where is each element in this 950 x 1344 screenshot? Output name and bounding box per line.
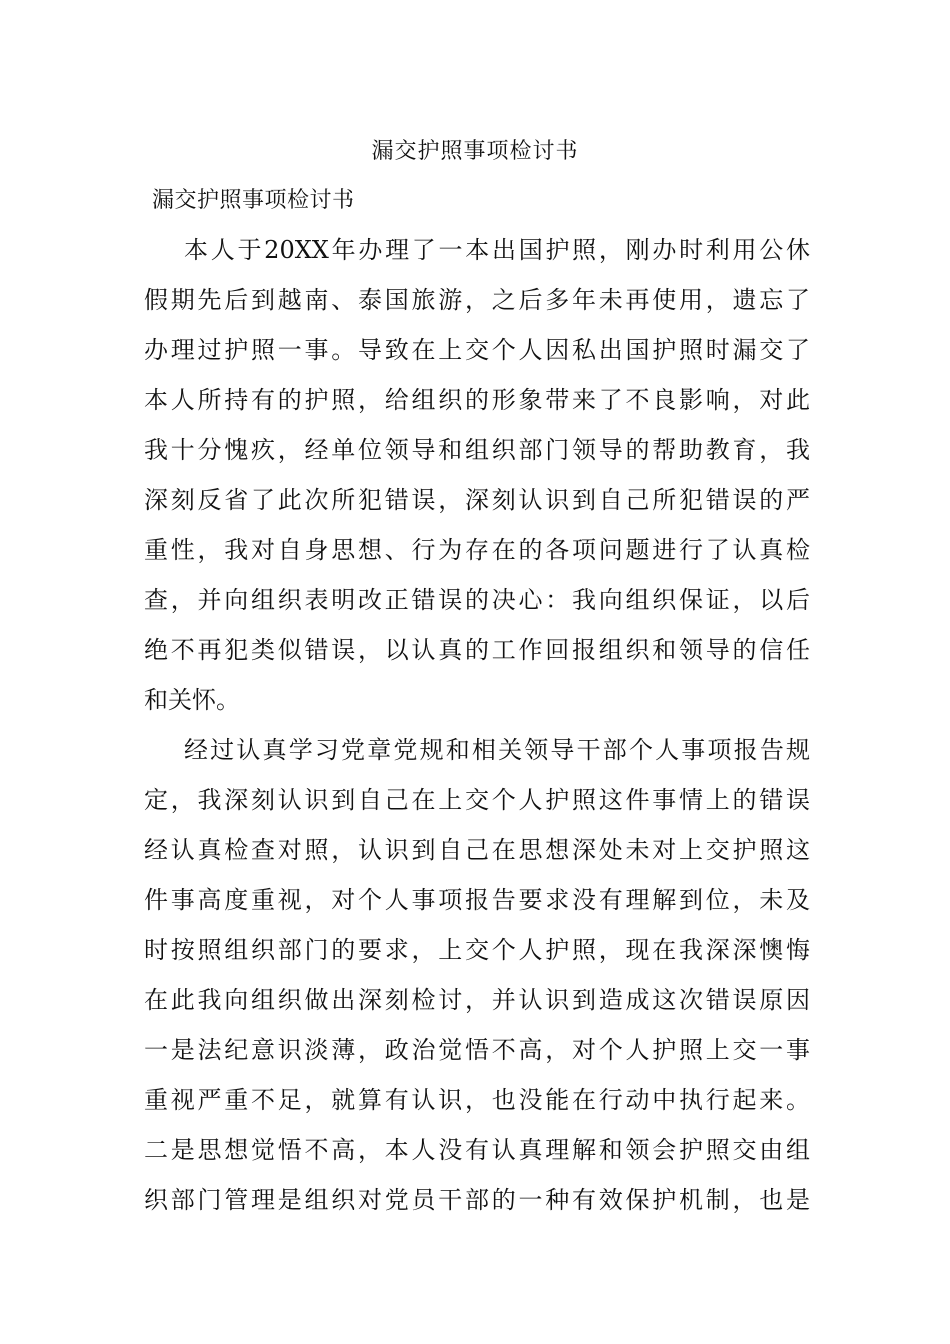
paragraph-1-line: 和关怀。 bbox=[144, 686, 240, 714]
paragraph-2-line: 二是思想觉悟不高，本人没有认真理解和领会护照交由组 bbox=[144, 1136, 810, 1164]
paragraph-2-line: 时按照组织部门的要求，上交个人护照，现在我深深懊悔 bbox=[144, 936, 810, 964]
paragraph-1-line: 深刻反省了此次所犯错误，深刻认识到自己所犯错误的严 bbox=[144, 486, 810, 514]
paragraph-2-line: 定，我深刻认识到自己在上交个人护照这件事情上的错误 bbox=[144, 786, 810, 814]
paragraph-2-line: 件事高度重视，对个人事项报告要求没有理解到位，未及 bbox=[144, 886, 810, 914]
paragraph-1-line: 重性，我对自身思想、行为存在的各项问题进行了认真检 bbox=[144, 536, 810, 564]
paragraph-1-line: 绝不再犯类似错误，以认真的工作回报组织和领导的信任 bbox=[144, 636, 810, 664]
paragraph-1-line: 办理过护照一事。导致在上交个人因私出国护照时漏交了 bbox=[144, 336, 810, 364]
document-subtitle: 漏交护照事项检讨书 bbox=[152, 188, 355, 213]
paragraph-2-line: 重视严重不足，就算有认识，也没能在行动中执行起来。 bbox=[144, 1086, 810, 1114]
paragraph-1-line: 假期先后到越南、泰国旅游，之后多年未再使用，遗忘了 bbox=[144, 286, 810, 314]
paragraph-2-line: 经过认真学习党章党规和相关领导干部个人事项报告规 bbox=[184, 736, 810, 764]
document-title: 漏交护照事项检讨书 bbox=[371, 139, 579, 164]
paragraph-2-line: 在此我向组织做出深刻检讨，并认识到造成这次错误原因 bbox=[144, 986, 810, 1014]
paragraph-2-line: 织部门管理是组织对党员干部的一种有效保护机制，也是 bbox=[144, 1186, 810, 1214]
paragraph-1-line: 我十分愧疚，经单位领导和组织部门领导的帮助教育，我 bbox=[144, 436, 810, 464]
paragraph-1-line: 本人于20XX年办理了一本出国护照，刚办时利用公休 bbox=[184, 236, 810, 264]
paragraph-1-line: 查，并向组织表明改正错误的决心：我向组织保证，以后 bbox=[144, 586, 810, 614]
paragraph-2-line: 一是法纪意识淡薄，政治觉悟不高，对个人护照上交一事 bbox=[144, 1036, 810, 1064]
paragraph-1-line: 本人所持有的护照，给组织的形象带来了不良影响，对此 bbox=[144, 386, 810, 414]
paragraph-2-line: 经认真检查对照，认识到自己在思想深处未对上交护照这 bbox=[144, 836, 810, 864]
